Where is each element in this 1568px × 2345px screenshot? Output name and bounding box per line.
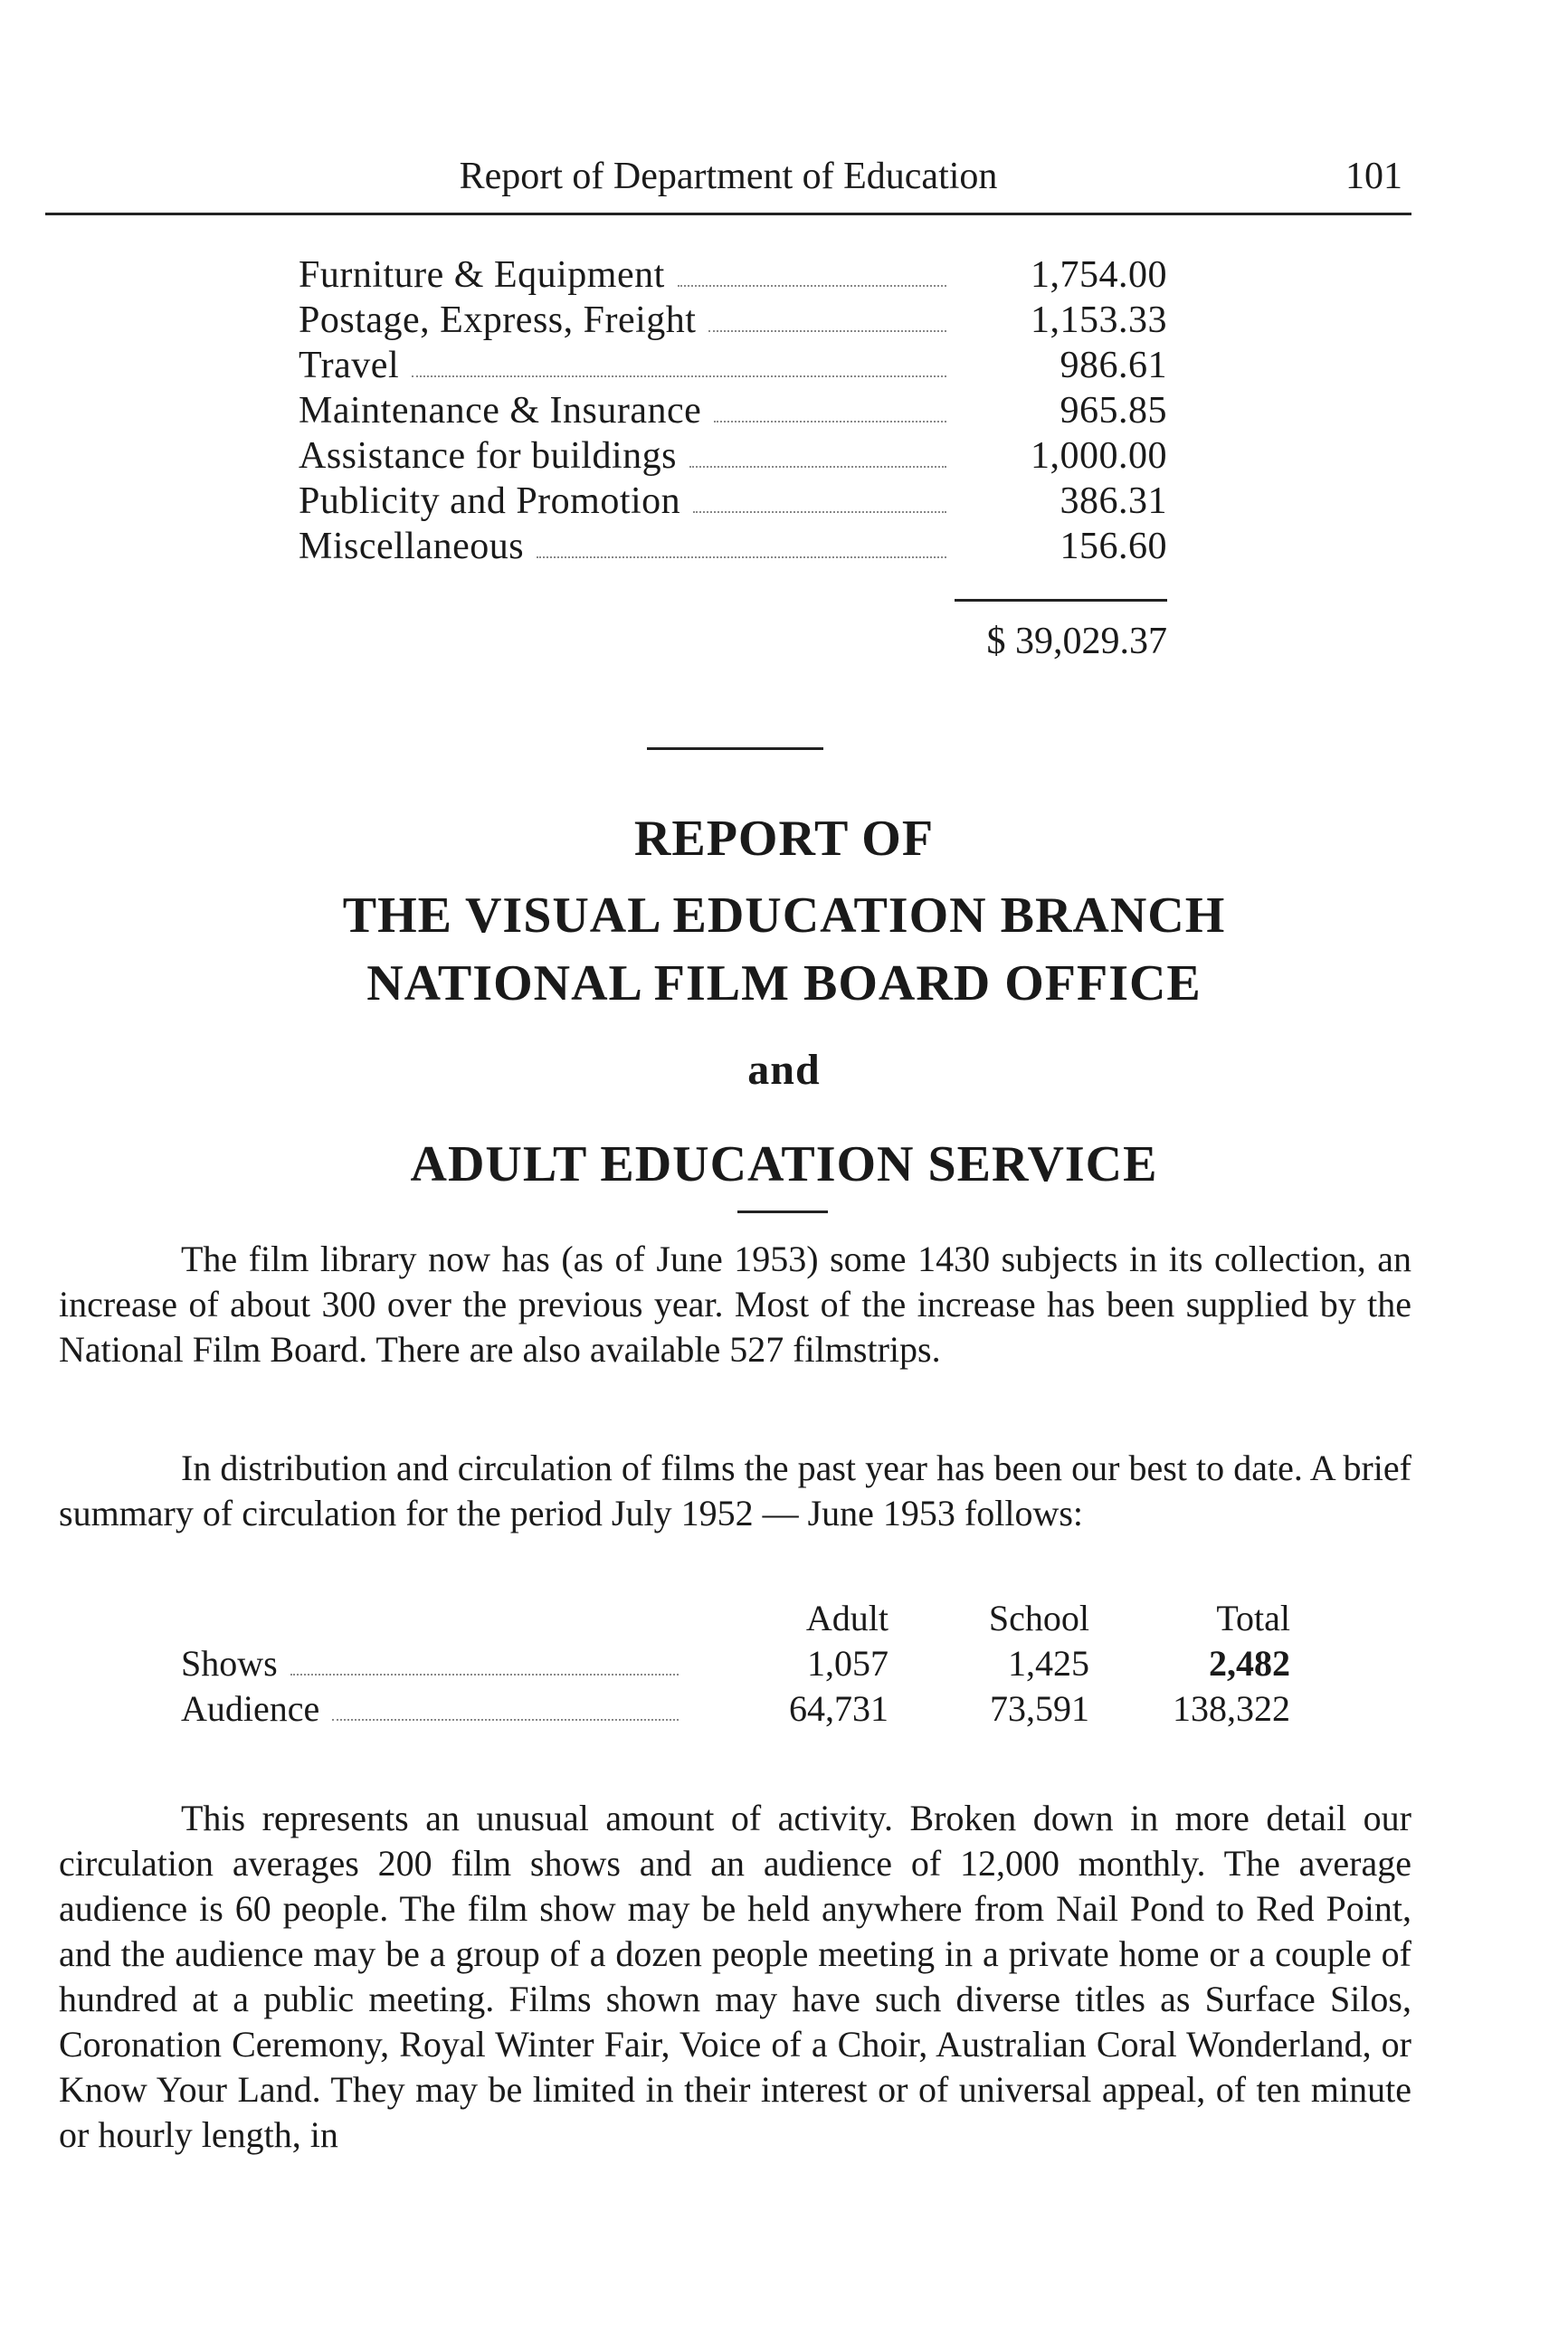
expense-row [299,525,1167,570]
heading-line-3: NATIONAL FILM BOARD OFFICE [366,955,1202,1011]
cell-total: 138,322 [1173,1688,1290,1729]
expense-amount: 965.85 [1060,390,1167,432]
heading-line-4: and [747,1046,821,1094]
circulation-table [181,1597,1303,1733]
cell-school: 1,425 [1008,1643,1089,1684]
paragraph-film-library [59,1237,1411,1372]
dot-leader [693,510,946,513]
paragraph-activity [59,1796,1411,2158]
expense-amount: 1,153.33 [1031,299,1167,341]
row-label: Audience [181,1688,320,1729]
cell-school: 73,591 [990,1688,1089,1729]
expense-amount: 156.60 [1060,526,1167,567]
heading-line-5: ADULT EDUCATION SERVICE [410,1136,1158,1192]
expense-total: $ 39,029.37 [986,621,1167,662]
expense-label: Furniture & Equipment [299,254,665,296]
total-rule [955,599,1167,602]
expense-row [299,253,1167,299]
cell-adult: 64,731 [789,1688,889,1729]
row-label-cell [181,1642,688,1685]
expense-label: Miscellaneous [299,526,525,567]
dot-leader [708,329,946,332]
expense-label: Assistance for buildings [299,435,677,477]
paragraph-text: In distribution and circulation of films the past year has been our best to date. A brief summary of circulation for the period July 1952 — June 1953 follows: [59,1448,1411,1533]
expense-label: Publicity and Promotion [299,480,681,522]
expense-amount: 1,754.00 [1031,254,1167,296]
section-divider-bottom [737,1210,828,1213]
paragraph-distribution [59,1446,1411,1536]
dot-leader [537,555,946,558]
dot-leader [714,420,946,422]
dot-leader [412,375,946,377]
expense-row [299,344,1167,389]
table-header-row [181,1597,1303,1642]
row-label-cell [181,1687,688,1730]
column-header-school: School [988,1598,1089,1638]
expense-list [299,253,1167,570]
expense-row [299,299,1167,344]
column-header-adult: Adult [805,1598,889,1638]
dot-leader [689,465,946,468]
expense-amount: 386.31 [1060,480,1167,522]
cell-adult: 1,057 [807,1643,889,1684]
dot-leader [290,1673,679,1676]
section-divider-top [647,747,823,750]
table-row [181,1687,1303,1733]
dot-leader [332,1718,679,1721]
column-header-total: Total [1216,1598,1290,1638]
expense-row [299,479,1167,525]
paragraph-text: This represents an unusual amount of activity. Broken down in more detail our circulation averages 200 film shows and an audience of 12,000 monthly. The average audience is 60 people. The film show may be held anywhere from Nail Pond to Red Point, and the audience may be a group of a dozen people meeting in a private home or a couple of hundred at a public meeting. Films shown may have such diverse titles as Surface Silos, Coronation Ceremony, Royal Winter Fair, Voice of a Choir, Australian Coral Wonderland, or Know Your Land. They may be limited in their interest or of universal appeal, of ten minute or hourly length, in [59,1798,1411,2155]
heading-line-2: THE VISUAL EDUCATION BRANCH [342,888,1226,944]
table-row [181,1642,1303,1687]
cell-total: 2,482 [1209,1643,1290,1684]
paragraph-text: The film library now has (as of June 1953) some 1430 subjects in its collection, an increase of about 300 over the previous year. Most of the increase has been supplied by the National Film Board. There are also available 527 filmstrips. [59,1239,1411,1370]
expense-amount: 1,000.00 [1031,435,1167,477]
expense-row [299,434,1167,479]
running-header [45,149,1411,215]
row-label: Shows [181,1643,278,1684]
expense-label: Travel [299,345,400,386]
dot-leader [678,284,946,287]
heading-line-1: REPORT OF [633,811,935,867]
page-number: 101 [1345,156,1402,197]
running-title: Report of Department of Education [459,156,998,197]
expense-label: Postage, Express, Freight [299,299,697,341]
expense-label: Maintenance & Insurance [299,390,702,432]
expense-row [299,389,1167,434]
expense-amount: 986.61 [1060,345,1167,386]
